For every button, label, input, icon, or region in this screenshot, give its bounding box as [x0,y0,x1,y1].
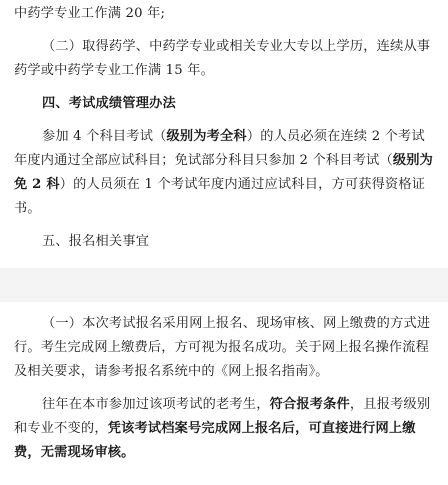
text-run: ，且报考级别和专业不变的， [14,397,431,436]
text-run-bold: 级别为考全科 [166,129,247,144]
paragraph-qualification-2: （二）取得药学、中药学专业或相关专业大专以上学历，连续从事药学或中药学专业工作满 15 年。 [14,39,431,78]
text-run-bold: 级别为免 2 科 [14,153,434,192]
text-run-bold: 凭该考试档案号完成网上报名后，可直接进行网上缴费，无需现场审核。 [14,421,416,460]
text-run-bold: 符合报考条件 [269,397,350,412]
text-run: ）的人员必须在连续 2 个考试年度内通过全部应试科目；免试部分科目只参加 2 个科目考试（ [14,129,425,168]
text-run: ）的人员须在 1 个考试年度内通过应试科目，方可获得资格证书。 [14,177,426,216]
paragraph-tail: 中药学专业工作满 20 年; [14,6,166,21]
section-heading-registration: 五、报名相关事宜 [42,234,150,249]
paragraph-score-rules [14,125,434,221]
section-heading-score-management: 四、考试成绩管理办法 [42,96,176,111]
text-run: 往年在本市参加过该项考试的老考生， [42,397,270,412]
paragraph-registration-method: （一）本次考试报名采用网上报名、现场审核、网上缴费的方式进行。考生完成网上缴费后，方可视为报名成功。关于网上报名操作流程及相关要求，请参考报名系统中的《网上报名指南》。 [14,316,431,379]
section-divider-band [0,268,448,302]
article-lower-section [0,302,448,485]
text-run: 参加 4 个科目考试（ [42,129,167,144]
paragraph-returning-candidates [14,393,434,465]
